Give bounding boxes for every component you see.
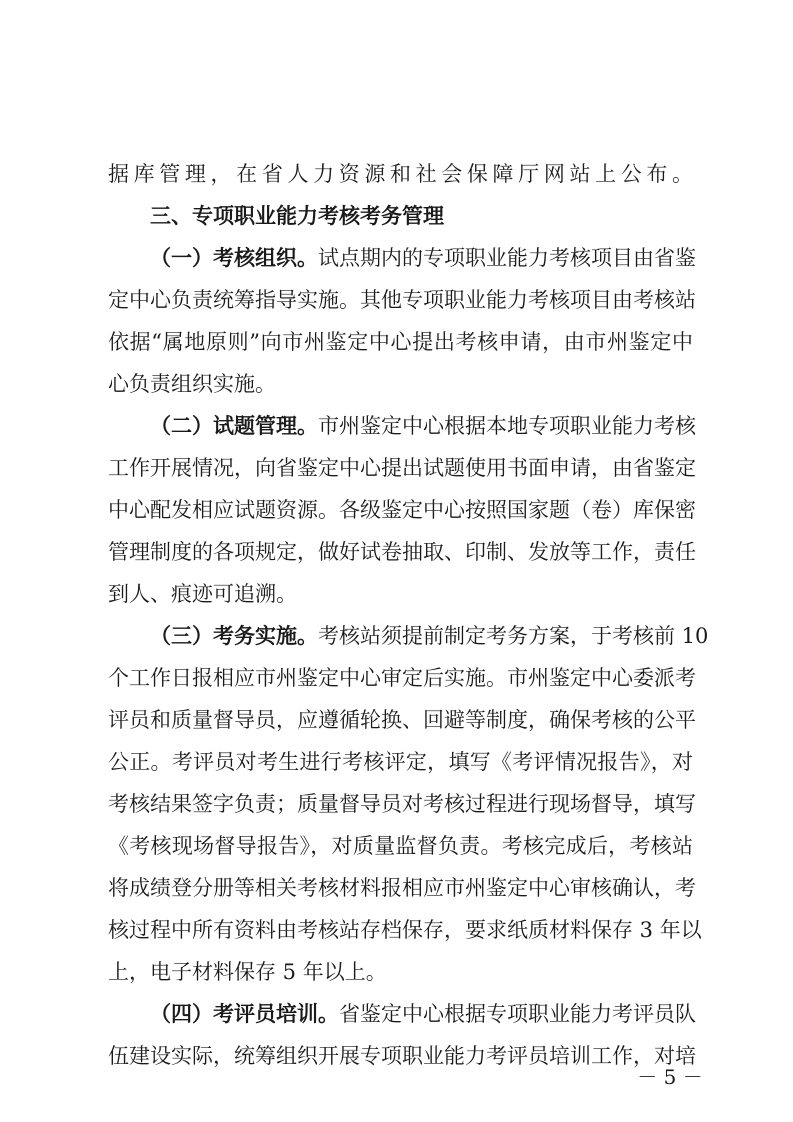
body-line: 上，电子材料保存 5 年以上。 <box>108 960 387 984</box>
body-line: 定中心负责统筹指导实施。其他专项职业能力考核项目由考核站 <box>108 288 696 312</box>
body-line: 伍建设实际，统筹组织开展专项职业能力考评员培训工作，对培 <box>108 1044 696 1068</box>
body-line: 据库管理，在省人力资源和社会保障厅网站上公布。 <box>108 162 693 186</box>
paragraph-text: 省鉴定中心根据专项职业能力考评员队 <box>339 1002 696 1026</box>
section-heading: 三、专项职业能力考核考务管理 <box>150 204 444 228</box>
body-line: 公正。考评员对考生进行考核评定，填写《考评情况报告》，对 <box>108 750 693 774</box>
paragraph-lead: （三）考务实施。 <box>150 624 318 648</box>
body-line: 个工作日报相应市州鉴定中心审定后实施。市州鉴定中心委派考 <box>108 666 696 690</box>
body-line: 考核结果签字负责；质量督导员对考核过程进行现场督导，填写 <box>108 792 696 816</box>
body-line: 心负责组织实施。 <box>108 372 276 396</box>
body-line: 管理制度的各项规定，做好试卷抽取、印制、发放等工作，责任 <box>108 540 696 564</box>
body-line: 评员和质量督导员，应遵循轮换、回避等制度，确保考核的公平 <box>108 708 696 732</box>
body-line: 依据“属地原则”向市州鉴定中心提出考核申请，由市州鉴定中 <box>108 330 693 354</box>
page-number: － 5 － <box>637 1065 703 1089</box>
paragraph-text: 考核站须提前制定考务方案，于考核前 10 <box>318 624 709 648</box>
paragraph-first-line <box>150 408 696 444</box>
paragraph-lead: （一）考核组织。 <box>150 246 318 270</box>
body-line: 中心配发相应试题资源。各级鉴定中心按照国家题（卷）库保密 <box>108 498 696 522</box>
paragraph-first-line <box>150 618 709 654</box>
body-line: 到人、痕迹可追溯。 <box>108 582 297 606</box>
body-line: 《考核现场督导报告》，对质量监督负责。考核完成后，考核站 <box>108 834 693 858</box>
paragraph-lead: （四）考评员培训。 <box>150 1002 339 1026</box>
paragraph-lead: （二）试题管理。 <box>150 414 318 438</box>
paragraph-text: 市州鉴定中心根据本地专项职业能力考核 <box>318 414 696 438</box>
body-line: 将成绩登分册等相关考核材料报相应市州鉴定中心审核确认，考 <box>108 876 696 900</box>
body-line: 核过程中所有资料由考核站存档保存，要求纸质材料保存 3 年以 <box>108 918 702 942</box>
body-line: 工作开展情况，向省鉴定中心提出试题使用书面申请，由省鉴定 <box>108 456 696 480</box>
paragraph-first-line <box>150 240 696 276</box>
paragraph-text: 试点期内的专项职业能力考核项目由省鉴 <box>318 246 696 270</box>
paragraph-first-line <box>150 996 696 1032</box>
